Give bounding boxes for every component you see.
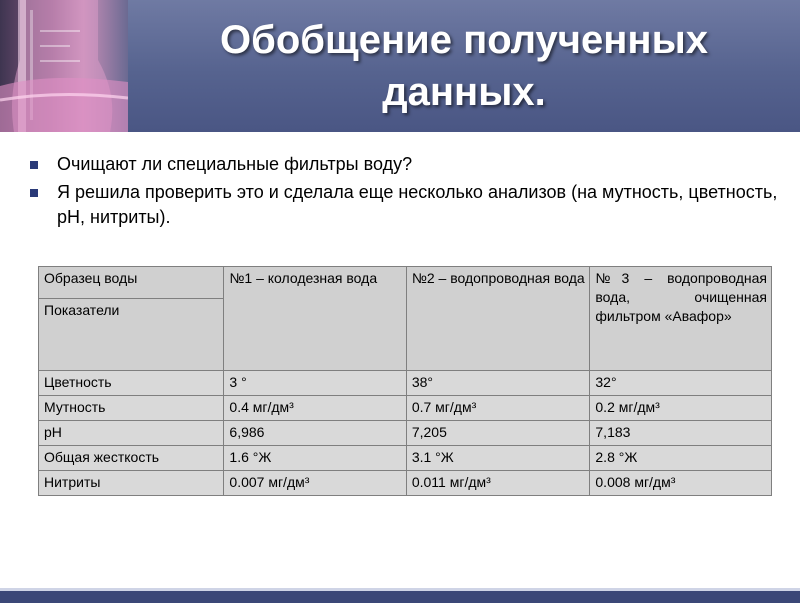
table-cell: 3.1 °Ж bbox=[406, 446, 590, 471]
corner-cell-top: Образец воды bbox=[39, 267, 224, 299]
table-cell: 7,183 bbox=[590, 421, 772, 446]
bullet-text: Очищают ли специальные фильтры воду? bbox=[57, 154, 413, 174]
table-row bbox=[39, 396, 772, 421]
row-label: рН bbox=[39, 421, 224, 446]
table-cell: 0.007 мг/дм³ bbox=[224, 471, 406, 496]
row-label: Общая жесткость bbox=[39, 446, 224, 471]
square-bullet-icon bbox=[30, 161, 38, 169]
table-cell: 38° bbox=[406, 371, 590, 396]
table-cell: 0.008 мг/дм³ bbox=[590, 471, 772, 496]
square-bullet-icon bbox=[30, 189, 38, 197]
row-label: Нитриты bbox=[39, 471, 224, 496]
slide-title bbox=[128, 14, 800, 118]
column-header: №2 – водопроводная вода bbox=[406, 267, 590, 371]
slide-header bbox=[0, 0, 800, 132]
bullet-item bbox=[30, 180, 780, 230]
bullet-list bbox=[30, 152, 780, 233]
table-row bbox=[39, 421, 772, 446]
corner-cell-bottom: Показатели bbox=[39, 299, 224, 371]
column-header: №3 – водопроводная вода, очищенная фильтром «Авафор» bbox=[590, 267, 772, 371]
table-row bbox=[39, 371, 772, 396]
table-cell: 0.4 мг/дм³ bbox=[224, 396, 406, 421]
table-cell: 7,205 bbox=[406, 421, 590, 446]
title-line-1: Обобщение полученных bbox=[220, 18, 708, 62]
bullet-item bbox=[30, 152, 780, 177]
table-cell: 0.2 мг/дм³ bbox=[590, 396, 772, 421]
table-cell: 6,986 bbox=[224, 421, 406, 446]
flask-image bbox=[0, 0, 128, 132]
flask-illustration bbox=[0, 0, 128, 132]
table-cell: 2.8 °Ж bbox=[590, 446, 772, 471]
footer-bar bbox=[0, 588, 800, 603]
table-row bbox=[39, 446, 772, 471]
table-cell: 32° bbox=[590, 371, 772, 396]
table-cell: 0.011 мг/дм³ bbox=[406, 471, 590, 496]
analysis-table bbox=[38, 266, 772, 496]
table-header-row bbox=[39, 267, 772, 299]
row-label: Мутность bbox=[39, 396, 224, 421]
table-cell: 3 ° bbox=[224, 371, 406, 396]
table-cell: 1.6 °Ж bbox=[224, 446, 406, 471]
bullet-text: Я решила проверить это и сделала еще несколько анализов (на мутность, цветность, рН, нитриты). bbox=[57, 182, 778, 227]
table-cell: 0.7 мг/дм³ bbox=[406, 396, 590, 421]
title-line-2: данных. bbox=[382, 70, 546, 114]
table-row bbox=[39, 471, 772, 496]
row-label: Цветность bbox=[39, 371, 224, 396]
column-header: №1 – колодезная вода bbox=[224, 267, 406, 371]
